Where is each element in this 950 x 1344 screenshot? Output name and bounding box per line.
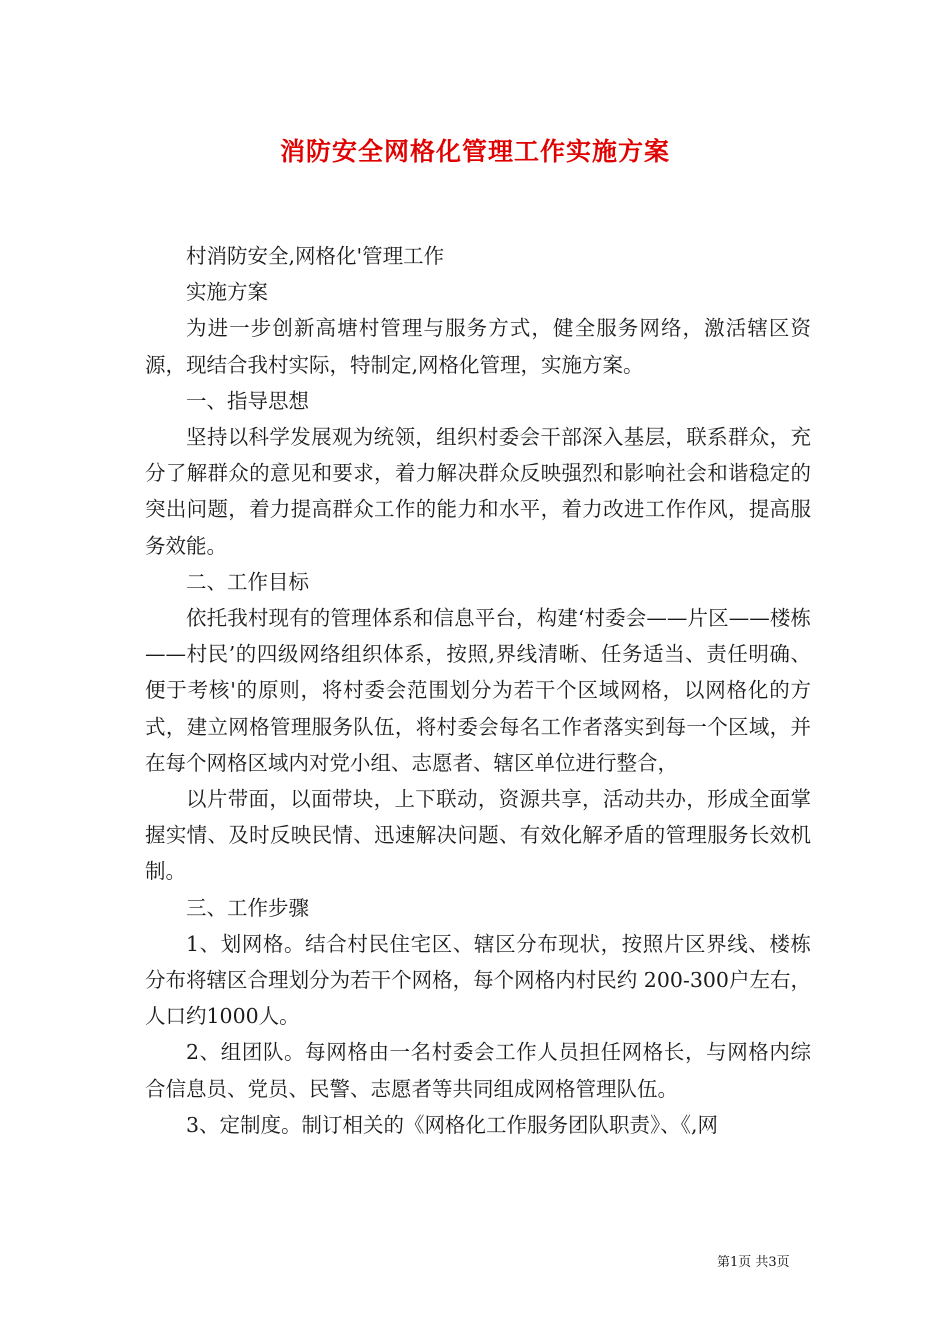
paragraph-step-3: 3、定制度。制订相关的《网格化工作服务团队职责》、《,网	[186, 1112, 719, 1137]
paragraph-guiding-thought: 坚持以科学发展观为统领，组织村委会干部深入基层，联系群众，充分了解群众的意见和要求，着力解决群众反映强烈和影响社会和谐稳定的突出问题，着力提高群众工作的能力和水平，着力改进工作作风，提高服务效能。	[145, 425, 811, 558]
paragraph-work-goals-2: 以片带面，以面带块，上下联动，资源共享，活动共办，形成全面掌握实情、及时反映民情、迅速解决问题、有效化解矛盾的管理服务长效机制。	[145, 787, 811, 884]
paragraph-subtitle-2: 实施方案	[186, 280, 268, 305]
page-number: 第1页 共3页	[717, 1255, 790, 1270]
section-heading-work-goals: 二、工作目标	[186, 569, 309, 594]
section-heading-work-steps: 三、工作步骤	[186, 895, 309, 920]
paragraph-step-2: 2、组团队。每网格由一名村委会工作人员担任网格长，与网格内综合信息员、党员、民警、志愿者等共同组成网格管理队伍。	[145, 1040, 811, 1101]
paragraph-step-1: 1、划网格。结合村民住宅区、辖区分布现状，按照片区界线、楼栋分布将辖区合理划分为若干个网格，每个网格内村民约 200-300户左右，人口约1000人。	[145, 931, 811, 1029]
page-title: 消防安全网格化管理工作实施方案	[279, 137, 670, 166]
section-heading-guiding-thought: 一、指导思想	[186, 388, 309, 413]
document-body	[145, 238, 811, 1143]
paragraph-intro: 为进一步创新高塘村管理与服务方式，健全服务网络，激活辖区资源，现结合我村实际，特制定,网格化管理，实施方案。	[145, 316, 811, 377]
paragraph-work-goals-1: 依托我村现有的管理体系和信息平台，构建‘村委会——片区——楼栋——村民’的四级网络组织体系，按照,界线清晰、任务适当、责任明确、便于考核'的原则，将村委会范围划分为若干个区域网格，以网格化的方式，建立网格管理服务队伍，将村委会每名工作者落实到每一个区域，并在每个网格区域内对党小组、志愿者、辖区单位进行整合，	[145, 606, 811, 775]
paragraph-subtitle-1: 村消防安全,网格化'管理工作	[186, 244, 445, 268]
